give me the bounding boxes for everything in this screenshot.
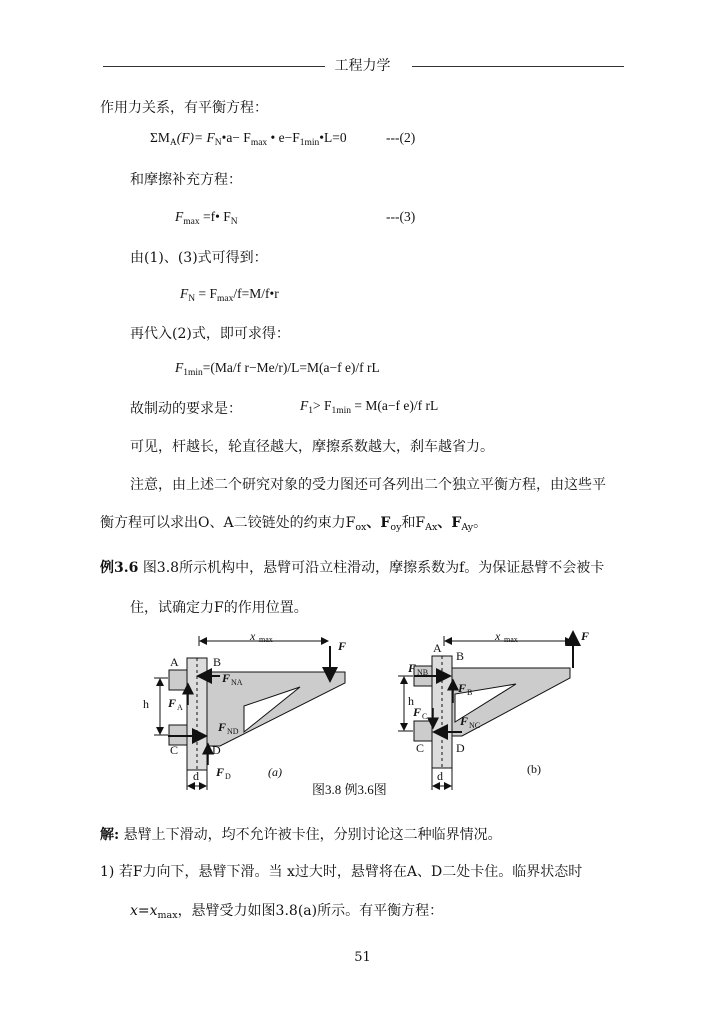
solution-line: 解: 悬臂上下滑动，均不允许被卡住，分别讨论这二种临界情况。 bbox=[100, 827, 502, 843]
figure-3-8 bbox=[140, 628, 590, 800]
svg-text:C: C bbox=[422, 712, 428, 721]
figure-caption: 图3.8 例3.6图 bbox=[312, 782, 387, 797]
svg-text:F: F bbox=[460, 714, 469, 728]
text-line: 再代入(2)式，即可求得： bbox=[130, 326, 290, 342]
svg-text:A: A bbox=[170, 655, 179, 669]
svg-text:A: A bbox=[433, 641, 442, 655]
svg-text:d: d bbox=[193, 769, 199, 783]
example-heading: 例3.6 图3.8所示机构中，悬臂可沿立柱滑动，摩擦系数为f。为保证悬臂不会被卡 bbox=[100, 560, 605, 576]
text-line: 1) 若F力向下，悬臂下滑。当 x过大时，悬臂将在A、D二处卡住。临界状态时 bbox=[100, 864, 583, 880]
svg-text:max: max bbox=[504, 635, 518, 644]
text-line: 和摩擦补充方程： bbox=[130, 172, 242, 188]
svg-text:d: d bbox=[437, 769, 443, 783]
svg-text:F: F bbox=[216, 765, 225, 779]
svg-text:F: F bbox=[408, 661, 417, 675]
text-line: $x=x_{max}$，悬臂受力如图3.8(a)所示。有平衡方程： bbox=[130, 903, 444, 921]
text-line: 作用力关系，有平衡方程： bbox=[100, 100, 268, 116]
svg-text:F: F bbox=[413, 705, 422, 719]
equation-2-number: ---(2) bbox=[386, 130, 416, 145]
text-line: 故制动的要求是： bbox=[130, 401, 242, 417]
header-rule-right bbox=[412, 66, 624, 67]
equation-2: $\Sigma M_A(F)=$ $F_N•a- F_{max}$ • $e-F_{1min}•L=0$ bbox=[150, 130, 347, 148]
text-line: 衡方程可以求出O、A二铰链处的约束力$F_{ox}$、$F_{oy}$和$F_{Ax}$、$F_{Ay}$。 bbox=[100, 515, 488, 533]
svg-text:ND: ND bbox=[227, 727, 239, 736]
svg-text:x: x bbox=[495, 629, 501, 643]
header-title: 工程力学 bbox=[334, 58, 391, 74]
svg-text:B: B bbox=[467, 688, 473, 697]
svg-text:NC: NC bbox=[469, 721, 481, 730]
label-F: F bbox=[338, 639, 347, 653]
text-line: 可见，杆越长，轮直径越大，摩擦系数越大，刹车越省力。 bbox=[130, 439, 494, 455]
svg-text:NA: NA bbox=[231, 678, 243, 687]
text-line: 住，试确定力F的作用位置。 bbox=[130, 600, 308, 616]
svg-text:A: A bbox=[177, 703, 183, 712]
equation-f1min: $F_{1min}=(Ma/f$ r−Me/r)/L=M(a−f e)/f rL bbox=[175, 360, 380, 378]
text-line: 由(1)、(3)式可得到： bbox=[130, 250, 268, 266]
equation-3-number: ---(3) bbox=[386, 209, 416, 224]
equation-fn: $F_N$ = $F_{max}/f=M/f•r$ bbox=[180, 286, 279, 304]
figure-b bbox=[398, 629, 589, 790]
text-line: 注意，由上述二个研究对象的受力图还可各列出二个独立平衡方程，由这些平 bbox=[130, 477, 606, 493]
svg-text:D: D bbox=[456, 741, 465, 755]
svg-text:F: F bbox=[458, 681, 467, 695]
figure-a-tag: (a) bbox=[268, 765, 282, 779]
svg-text:F: F bbox=[168, 696, 177, 710]
svg-text:NB: NB bbox=[417, 668, 429, 677]
svg-text:C: C bbox=[416, 741, 425, 755]
svg-text:max: max bbox=[259, 635, 273, 644]
figure-b-tag: (b) bbox=[527, 762, 541, 776]
svg-text:F: F bbox=[581, 629, 590, 643]
svg-text:D: D bbox=[225, 772, 231, 781]
svg-text:B: B bbox=[213, 655, 222, 669]
equation-3: $F_{max}$ =f• $F_N$ bbox=[175, 209, 238, 227]
page-number: 51 bbox=[354, 950, 371, 965]
svg-text:F: F bbox=[222, 671, 231, 685]
svg-text:B: B bbox=[456, 649, 465, 663]
equation-requirement: $F_1> F_{1min} = M(a-f$ e)/f rL bbox=[300, 398, 439, 416]
label-xmax: x bbox=[250, 629, 256, 643]
svg-text:h: h bbox=[408, 694, 414, 708]
svg-text:F: F bbox=[218, 720, 227, 734]
svg-text:C: C bbox=[170, 743, 179, 757]
svg-text:h: h bbox=[143, 697, 149, 711]
svg-text:D: D bbox=[212, 743, 221, 757]
figure-a bbox=[143, 629, 346, 790]
